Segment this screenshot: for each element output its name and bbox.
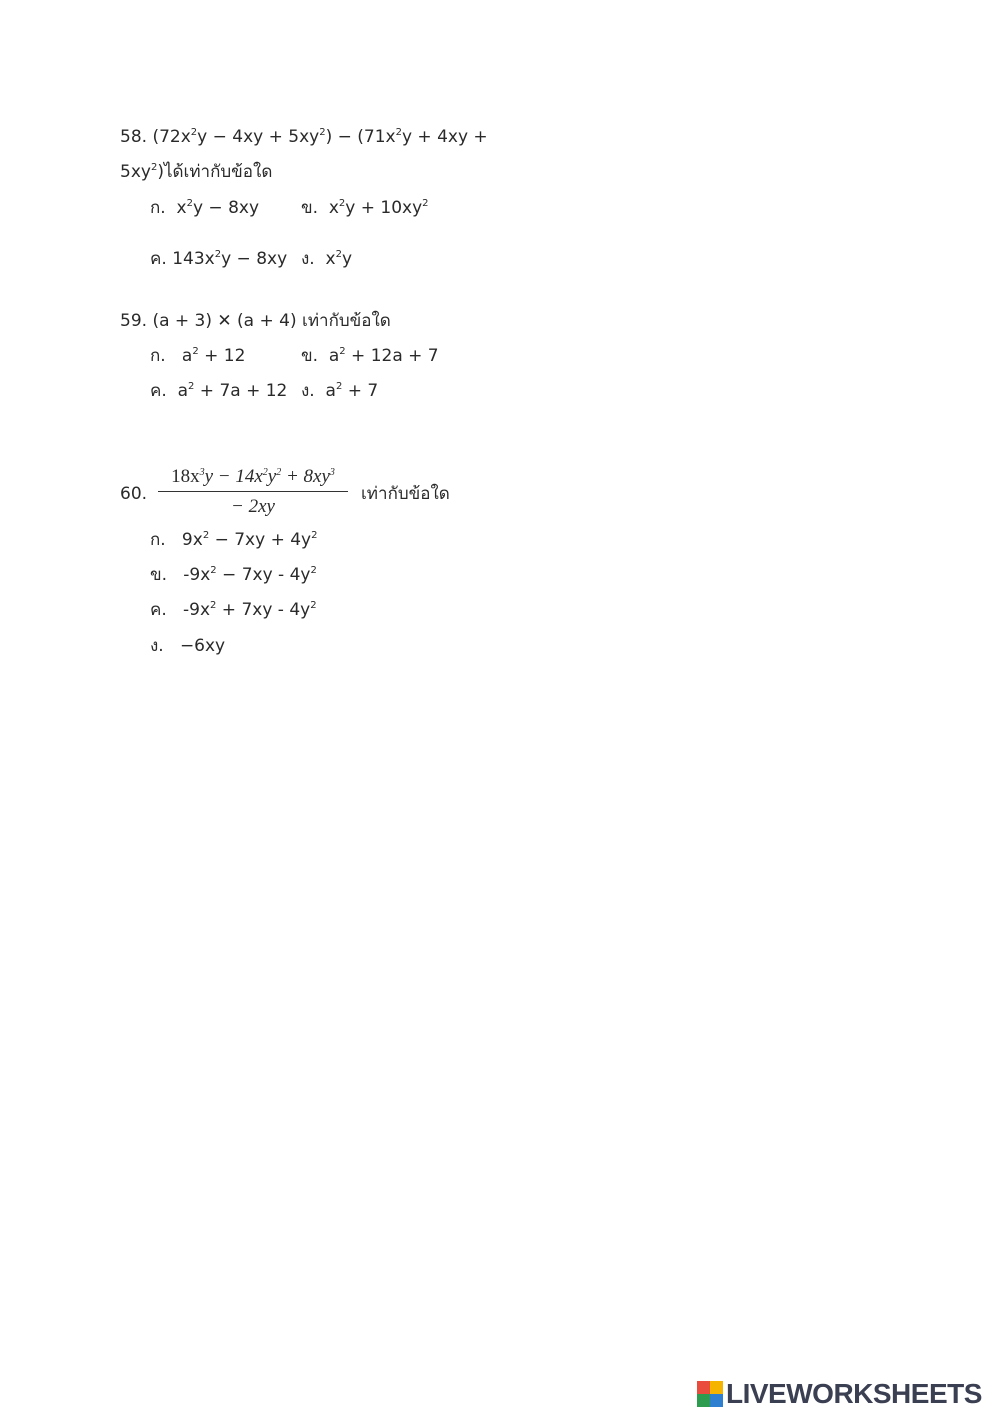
option-label: ง. xyxy=(301,249,315,269)
q59-number: 59. xyxy=(120,311,148,331)
option-label: ก. xyxy=(150,346,166,366)
option-label: ค. xyxy=(150,600,167,620)
q58-stem-line2: $5xy^2$)ได้เท่ากับข้อใด xyxy=(120,162,273,182)
live-blocks-icon xyxy=(697,1381,723,1407)
q58-stem-expr1: $(72x^2y - 4xy + 5xy^2) - (71x^2y + 4xy$ + xyxy=(152,127,488,147)
option-label: ก. xyxy=(150,530,166,550)
q60-fraction xyxy=(158,466,348,518)
option-label: ค. xyxy=(150,381,167,401)
q60-option-a: ก. $9x^2 - 7xy + 4y^2$ xyxy=(150,530,318,550)
q59-option-a: ก. $a^2 + 12$ xyxy=(150,346,246,366)
q59-stem xyxy=(120,310,391,332)
q60-option-b: ข. $-9x^2 - 7xy - 4y^2$ xyxy=(150,565,317,585)
option-label: ข. xyxy=(150,565,168,585)
option-label: ก. xyxy=(150,198,166,218)
q58-option-d: ง. $x^2y$ xyxy=(301,249,353,269)
q58-option-a: ก. $x^2y - 8xy$ xyxy=(150,198,260,218)
q60-option-c: ค. $-9x^2 + 7xy - 4y^2$ xyxy=(150,600,317,620)
option-label: ข. xyxy=(301,198,319,218)
q60-denominator: − 2xy xyxy=(231,496,275,517)
q59-stem-text: (a + 3) ✕ (a + 4) เท่ากับข้อใด xyxy=(152,311,391,331)
q58-stem-line1 xyxy=(120,126,488,148)
q60-option-d: ง. −6xy xyxy=(150,636,226,656)
option-label: ข. xyxy=(301,346,319,366)
brand-name: LIVEWORKSHEETS xyxy=(726,1378,982,1409)
q58-number: 58. xyxy=(120,127,148,147)
option-label: ง. xyxy=(150,636,164,656)
q60-stem-suffix: เท่ากับข้อใด xyxy=(361,484,450,504)
option-label: ค. xyxy=(150,249,167,269)
q60-numerator: $18x^3y - 14x^2y^2 + 8xy^3$ xyxy=(158,466,348,492)
q59-option-b: ข. $a^2 + 12a + 7$ xyxy=(301,346,439,366)
liveworksheets-logo xyxy=(697,1379,982,1409)
q58-option-c: ค. $143x^2y - 8xy$ xyxy=(150,249,288,269)
q59-option-d: ง. $a^2 + 7$ xyxy=(301,381,379,401)
q58-option-b: ข. $x^2y + 10xy^2$ xyxy=(301,198,429,218)
q59-option-c: ค. $a^2 + 7a + 12$ xyxy=(150,381,288,401)
q60-number: 60. xyxy=(120,484,148,504)
option-label: ง. xyxy=(301,381,315,401)
